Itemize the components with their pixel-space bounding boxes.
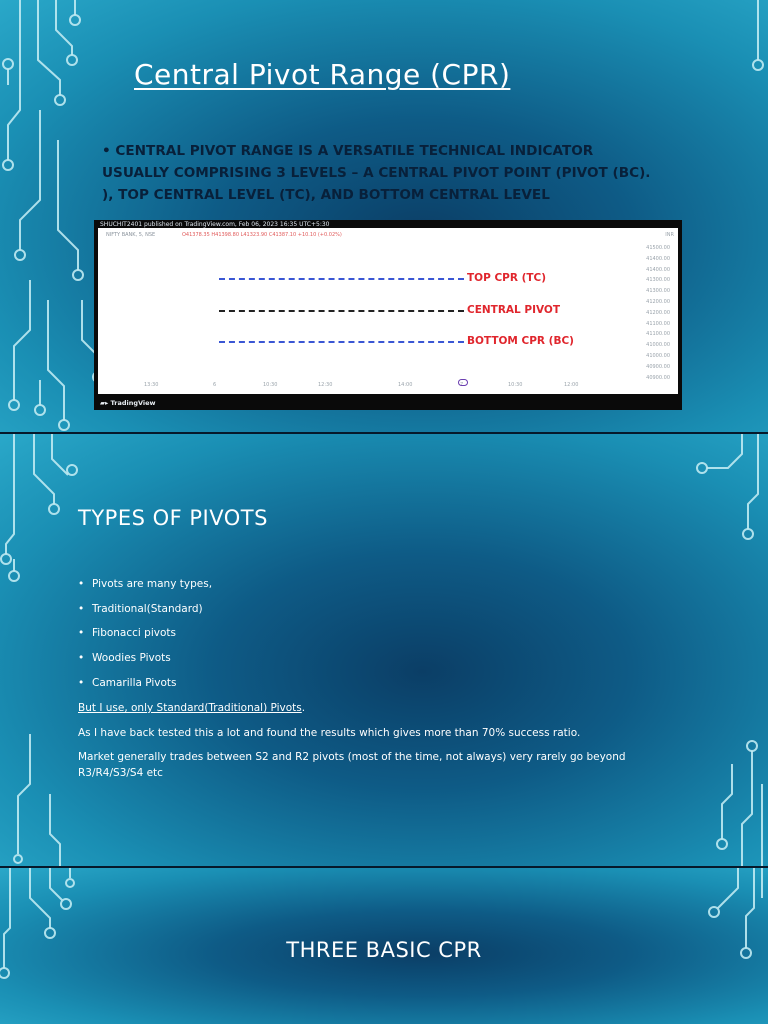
list-item: • Traditional(Standard): [78, 602, 203, 615]
chart-publish-info: SHUCHIT2401 published on TradingView.com, Feb 06, 2023 16:35 UTC+5:30: [100, 221, 330, 228]
central-pivot-label: CENTRAL PIVOT: [467, 304, 561, 316]
price-tick-label: 41400.00: [646, 255, 670, 262]
circuit-decoration-right-icon: [658, 434, 768, 866]
chart-plot-area: [98, 228, 678, 394]
list-item: • Camarilla Pivots: [78, 676, 177, 689]
time-tick-label: 12:30: [318, 382, 333, 388]
list-item: • Pivots are many types,: [78, 578, 213, 590]
event-marker-icon: [458, 379, 468, 386]
chart-symbol: NIFTY BANK, 5, NSE: [106, 232, 156, 238]
time-tick-label: 10:30: [263, 382, 278, 388]
price-tick-label: 41300.00: [646, 288, 670, 295]
tradingview-mark-icon: ▰▸: [100, 399, 111, 407]
slide-types-of-pivots: [0, 434, 768, 866]
price-tick-label: 41200.00: [646, 299, 670, 305]
price-tick-label: 41100.00: [646, 320, 670, 327]
chart-currency: INR: [665, 232, 674, 238]
backtest-note: As I have back tested this a lot and found the results which gives more than 70% success ratio.: [78, 727, 581, 739]
price-tick-label: 40900.00: [646, 363, 670, 370]
list-item: • Woodies Pivots: [78, 652, 171, 665]
tradingview-logo: [100, 399, 156, 407]
bottom-cpr-label: BOTTOM CPR (BC): [467, 335, 574, 347]
price-tick-label: 41000.00: [646, 353, 670, 359]
slide-title: Central Pivot Range (CPR): [134, 58, 511, 91]
list-item: • Fibonacci pivots: [78, 627, 176, 640]
time-tick-label: 12:00: [564, 382, 579, 388]
price-tick-label: 41000.00: [646, 342, 670, 349]
slide-central-pivot-range: [0, 0, 768, 432]
price-tick-label: 40900.00: [646, 374, 670, 381]
tradingview-chart-image: [94, 220, 682, 410]
chart-time-axis: [98, 382, 618, 392]
chart-ohlc: O41378.35 H41398.80 L41323.90 C41387.10 +10.10 (+0.02%): [182, 232, 342, 238]
standard-pivots-note: But I use, only Standard(Traditional) Pivots.: [78, 702, 306, 714]
slide-three-basic-cpr: [0, 868, 768, 1024]
market-range-note: Market generally trades between S2 and R2 pivots (most of the time, not always) very rarely go beyond R3/R4/S3/S4 etc: [78, 751, 626, 779]
top-cpr-line: [219, 278, 464, 280]
tradingview-brand-text: TradingView: [110, 399, 156, 407]
slide-title: TYPES OF PIVOTS: [78, 506, 268, 530]
slide-title: THREE BASIC CPR: [286, 938, 482, 962]
bottom-cpr-line: [219, 341, 464, 343]
price-tick-label: 41100.00: [646, 331, 670, 338]
time-tick-label: 10:30: [508, 382, 523, 388]
top-cpr-label: TOP CPR (TC): [467, 272, 547, 284]
central-pivot-line: [219, 310, 464, 312]
time-tick-label: 13:30: [144, 382, 159, 388]
price-tick-label: 41200.00: [646, 309, 670, 316]
time-tick-label: 6: [213, 382, 217, 388]
time-tick-label: 14:00: [398, 382, 413, 388]
price-tick-label: 41300.00: [646, 277, 670, 284]
price-tick-label: 41500.00: [646, 245, 670, 251]
price-tick-label: 41400.00: [646, 266, 670, 273]
pivot-types-list: [78, 576, 212, 699]
slide-body-text: • CENTRAL PIVOT RANGE IS A VERSATILE TECHNICAL INDICATOR USUALLY COMPRISING 3 LEVELS – A CENTRAL PIVOT POINT (PIVOT (BC). ), TOP CENTRAL LEVEL (TC), AND BOTTOM CENTRAL LEVEL: [102, 143, 651, 203]
time-tick-label: 7: [460, 382, 464, 388]
